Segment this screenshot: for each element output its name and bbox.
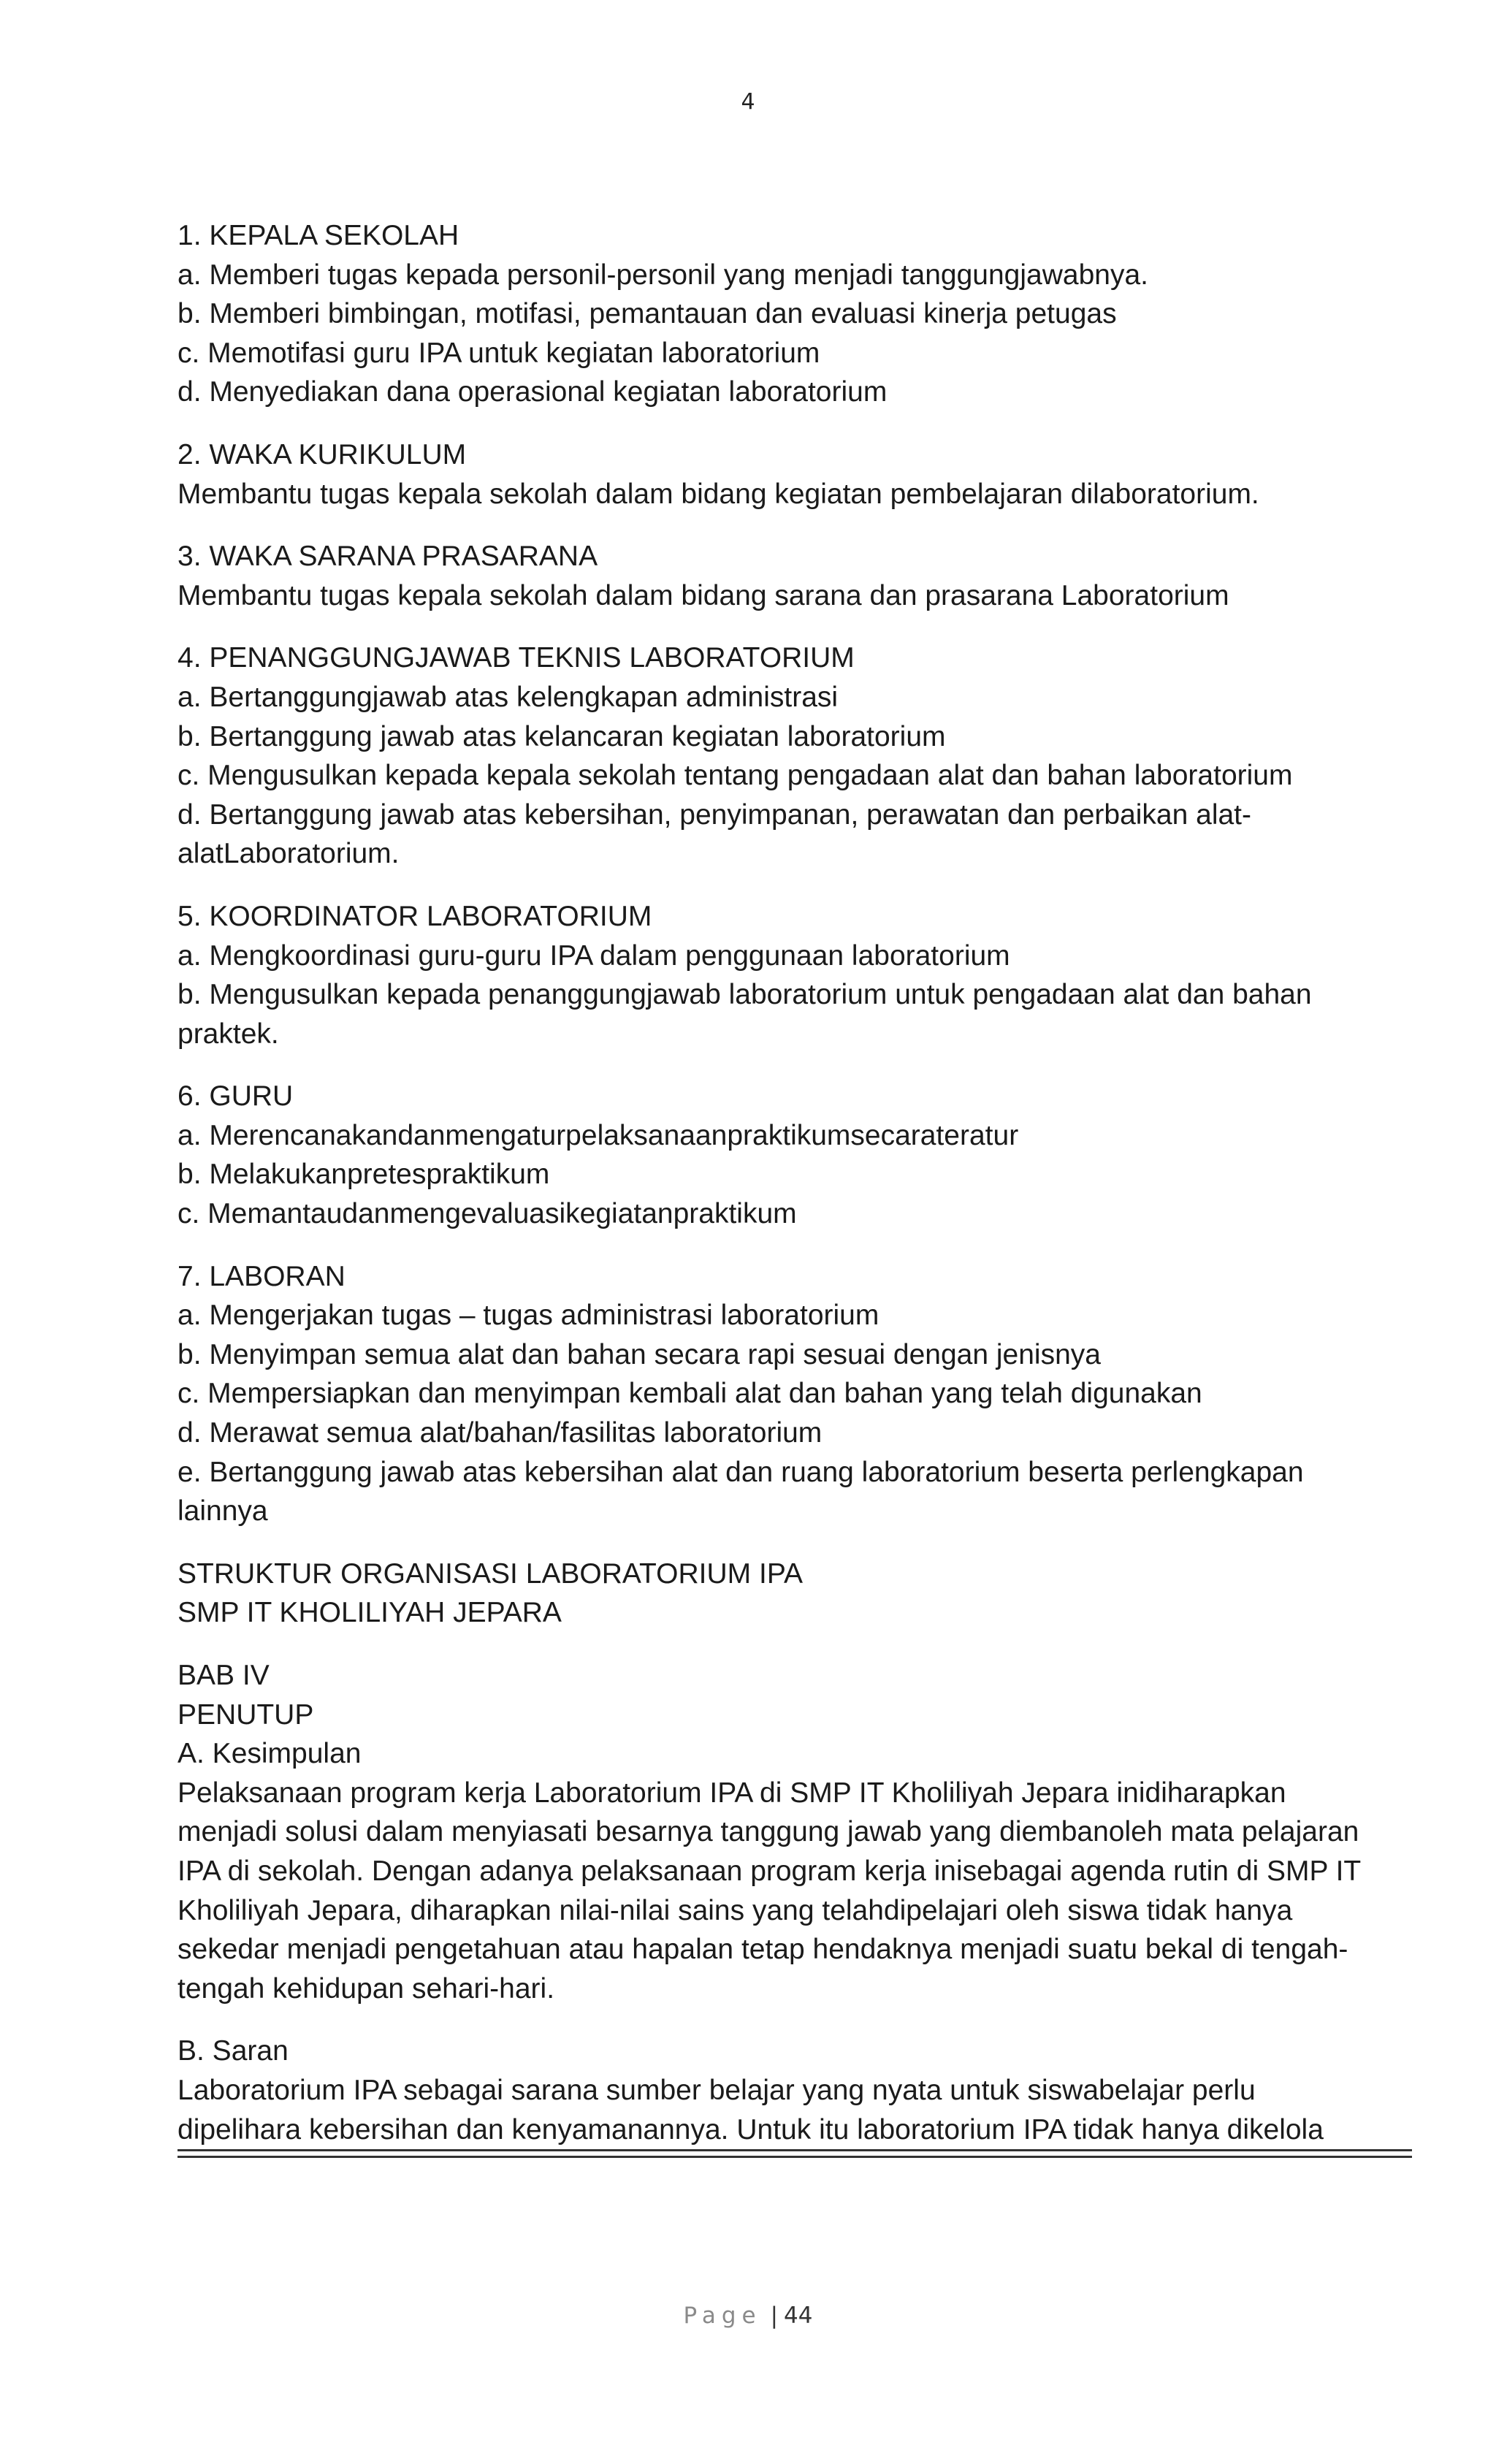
paragraph-line: Membantu tugas kepala sekolah dalam bidang sarana dan prasarana Laboratorium	[178, 579, 1229, 611]
list-item: a. Mengkoordinasi guru-guru IPA dalam penggunaan laboratorium	[178, 939, 1010, 972]
section-title: 3. WAKA SARANA PRASARANA	[178, 541, 598, 573]
list-item: c. Mempersiapkan dan menyimpan kembali alat dan bahan yang telah digunakan	[178, 1378, 1202, 1410]
list-item: c. Memotifasi guru IPA untuk kegiatan laboratorium	[178, 337, 820, 369]
section-waka-sarana-prasarana	[178, 537, 1419, 615]
list-item: d. Merawat semua alat/bahan/fasilitas laboratorium	[178, 1417, 823, 1449]
chapter-subtitle: PENUTUP	[178, 1698, 314, 1731]
section-struktur-organisasi	[178, 1555, 1419, 1633]
section-title: 6. GURU	[178, 1080, 294, 1113]
paragraph-line: SMP IT KHOLILIYAH JEPARA	[178, 1597, 562, 1629]
section-title: 4. PENANGGUNGJAWAB TEKNIS LABORATORIUM	[178, 642, 855, 674]
footer-separator: |	[770, 2303, 779, 2329]
section-title: 1. KEPALA SEKOLAH	[178, 220, 459, 251]
list-item: a. Memberi tugas kepada personil-personil yang menjadi tanggungjawabnya.	[178, 259, 1148, 291]
section-waka-kurikulum	[178, 435, 1419, 514]
footer-page-label: Page	[683, 2303, 762, 2329]
paragraph-line: tengah kehidupan sehari-hari.	[178, 1972, 555, 2005]
subsection-title: A. Kesimpulan	[178, 1738, 362, 1770]
list-item: d. Menyediakan dana operasional kegiatan laboratorium	[178, 376, 888, 408]
section-koordinator-laboratorium	[178, 897, 1419, 1053]
section-title: 5. KOORDINATOR LABORATORIUM	[178, 900, 652, 932]
section-kepala-sekolah	[178, 216, 1419, 412]
list-item: c. Mengusulkan kepada kepala sekolah tentang pengadaan alat dan bahan laboratorium	[178, 760, 1293, 792]
list-item: b. Memberi bimbingan, motifasi, pemantauan dan evaluasi kinerja petugas	[178, 298, 1117, 330]
section-laboran	[178, 1257, 1419, 1531]
list-item-continuation: alatLaboratorium.	[178, 838, 400, 870]
header-page-number: 4	[741, 89, 755, 115]
list-item: a. Bertanggungjawab atas kelengkapan administrasi	[178, 681, 839, 713]
section-guru	[178, 1077, 1419, 1233]
section-title: 2. WAKA KURIKULUM	[178, 438, 467, 470]
list-item: a. Mengerjakan tugas – tugas administrasi laboratorium	[178, 1300, 879, 1332]
section-bab-iv	[178, 1656, 1419, 2008]
list-item-continuation: lainnya	[178, 1495, 268, 1527]
section-title: 7. LABORAN	[178, 1260, 346, 1292]
list-item: a. Merencanakandanmengaturpelaksanaanpraktikumsecarateratur	[178, 1119, 1019, 1151]
list-item: e. Bertanggung jawab atas kebersihan alat dan ruang laboratorium beserta perlengkapan	[178, 1456, 1304, 1488]
footer-page-number: 44	[784, 2303, 813, 2329]
paragraph-line: Kholiliyah Jepara, diharapkan nilai-nilai sains yang telahdipelajari oleh siswa tidak hanya	[178, 1894, 1293, 1926]
document-body	[178, 216, 1419, 2173]
list-item: b. Bertanggung jawab atas kelancaran kegiatan laboratorium	[178, 720, 946, 752]
section-saran	[178, 2032, 1419, 2149]
list-item: d. Bertanggung jawab atas kebersihan, penyimpanan, perawatan dan perbaikan alat-	[178, 798, 1252, 831]
paragraph-line: Membantu tugas kepala sekolah dalam bidang kegiatan pembelajaran dilaboratorium.	[178, 478, 1259, 510]
section-title: STRUKTUR ORGANISASI LABORATORIUM IPA	[178, 1557, 803, 1590]
list-item: b. Mengusulkan kepada penanggungjawab laboratorium untuk pengadaan alat dan bahan	[178, 979, 1312, 1011]
chapter-title: BAB IV	[178, 1660, 270, 1691]
subsection-title: B. Saran	[178, 2035, 289, 2067]
list-item-continuation: praktek.	[178, 1018, 279, 1050]
paragraph-line: Pelaksanaan program kerja Laboratorium IPA di SMP IT Kholiliyah Jepara inidiharapkan	[178, 1777, 1286, 1809]
page-footer	[0, 2303, 1496, 2329]
list-item: b. Menyimpan semua alat dan bahan secara rapi sesuai dengan jenisnya	[178, 1338, 1101, 1370]
footer-divider-top	[178, 2149, 1412, 2151]
footer-divider-bottom	[178, 2156, 1412, 2158]
paragraph-line: Laboratorium IPA sebagai sarana sumber belajar yang nyata untuk siswabelajar perlu	[178, 2074, 1256, 2106]
paragraph-line: IPA di sekolah. Dengan adanya pelaksanaan program kerja inisebagai agenda rutin di SMP IT	[178, 1855, 1362, 1887]
list-item: b. Melakukanpretespraktikum	[178, 1159, 550, 1191]
list-item: c. Memantaudanmengevaluasikegiatanpraktikum	[178, 1198, 797, 1230]
paragraph-line: sekedar menjadi pengetahuan atau hapalan tetap hendaknya menjadi suatu bekal di tengah-	[178, 1934, 1348, 1966]
paragraph-line: menjadi solusi dalam menyiasati besarnya tanggung jawab yang diembanoleh mata pelajaran	[178, 1816, 1359, 1848]
paragraph-line: dipelihara kebersihan dan kenyamanannya. Untuk itu laboratorium IPA tidak hanya dikelola	[178, 2113, 1324, 2145]
section-penanggungjawab-teknis	[178, 638, 1419, 874]
